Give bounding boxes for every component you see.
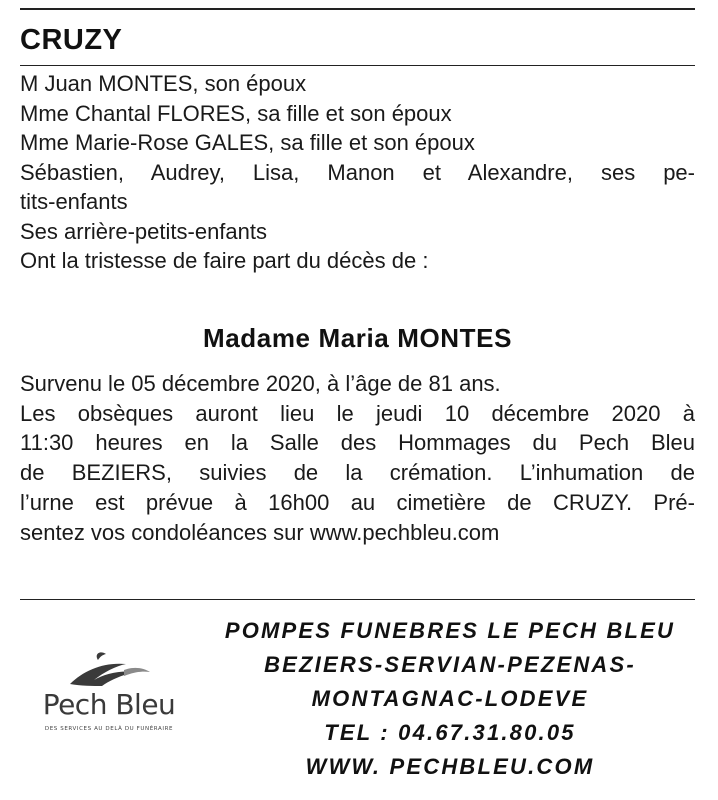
family-line: M Juan MONTES, son époux [20,71,307,96]
details-line: 11:30 heures en la Salle des Hommages du Pech Bleu [20,430,695,456]
bird-swoosh-icon [64,650,154,690]
details-line: Les obsèques auront lieu le jeudi 10 décembre 2020 à [20,400,695,426]
logo-wordmark: Pech Bleu [42,688,176,721]
details-line: de BEZIERS, suivies de la crémation. L’inhumation de [20,460,695,486]
company-name: POMPES FUNEBRES LE PECH BLEU [224,618,676,643]
top-divider [20,8,695,10]
logo-tagline: DES SERVICES AU DELÀ DU FUNÉRAIRE [44,726,174,732]
family-list [20,69,695,276]
family-line: Mme Chantal FLORES, sa fille et son époux [20,100,452,126]
footer-divider [20,599,695,600]
company-locations: MONTAGNAC-LODEVE [311,686,589,711]
family-line: Sébastien, Audrey, Lisa, Manon et Alexandre, ses pe- [20,159,695,185]
company-locations: BEZIERS-SERVIAN-PEZENAS- [264,652,636,677]
funeral-details [20,369,695,547]
funeral-home-block [180,614,718,784]
family-line: Ont la tristesse de faire part du décès de : [20,248,429,273]
family-line: Ses arrière-petits-enfants [20,218,267,244]
obituary-notice [20,0,695,800]
family-line: Mme Marie-Rose GALES, sa fille et son époux [20,130,475,155]
deceased-name: Madame Maria MONTES [202,323,513,353]
details-line: Survenu le 05 décembre 2020, à l’âge de 81 ans. [20,371,501,396]
details-line: l’urne est prévue à 16h00 au cimetière de CRUZY. Pré- [20,489,695,515]
pech-bleu-logo [24,650,194,745]
heading-divider [20,65,695,66]
company-website: WWW. PECHBLEU.COM [305,754,595,779]
company-phone: TEL : 04.67.31.80.05 [324,720,576,745]
family-line: tits-enfants [20,189,128,214]
details-line: sentez vos condoléances sur www.pechbleu.com [20,519,500,545]
town-heading: CRUZY [20,24,123,56]
